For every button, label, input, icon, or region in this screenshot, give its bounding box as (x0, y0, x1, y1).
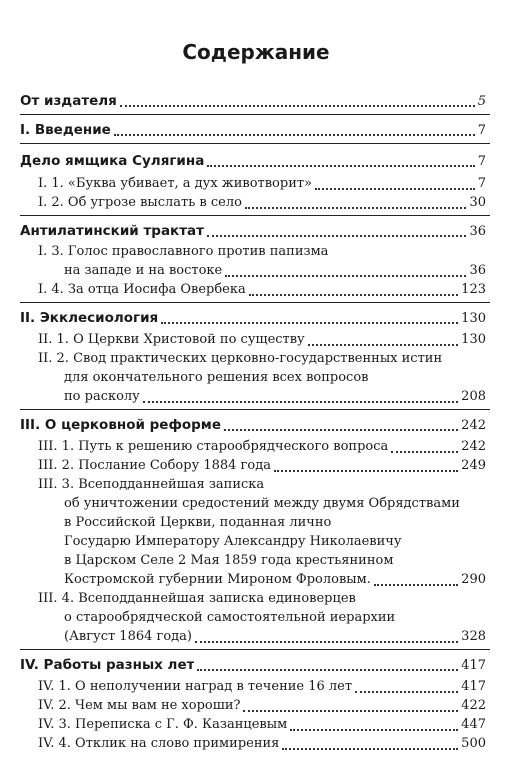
toc-subentry[interactable] (20, 438, 486, 456)
toc-entry-label: От издателя (20, 93, 117, 109)
dot-leader (290, 728, 458, 731)
toc-entry-label: Антилатинский трактат (20, 223, 204, 239)
toc-subentry[interactable] (20, 678, 486, 696)
toc-entry-intro[interactable] (20, 121, 486, 140)
toc-subentry-label: IV. 2. Чем мы вам не хороши? (38, 698, 241, 713)
toc-subentry-label: по расколу (64, 389, 140, 404)
toc-subentry-line: III. 4. Всеподданнейшая записка единоверцев (38, 591, 356, 606)
toc-subentry[interactable] (20, 262, 486, 280)
section-divider (20, 114, 490, 115)
toc-subentry-page: 36 (469, 263, 486, 278)
toc-subentry-label: III. 1. Путь к решению старообрядческого вопроса (38, 439, 389, 454)
dot-leader (224, 428, 458, 431)
dot-leader (315, 187, 475, 190)
toc-subentry[interactable] (20, 281, 486, 299)
dot-leader (355, 690, 458, 693)
dot-leader (374, 583, 458, 586)
toc-subentry-page: 130 (461, 332, 486, 347)
toc-subentry-page: 30 (469, 195, 486, 210)
dot-leader (391, 450, 458, 453)
toc-subentry-page: 417 (461, 679, 486, 694)
toc-subentry[interactable] (20, 716, 486, 734)
toc-subentry-line: I. 3. Голос православного против папизма (38, 244, 329, 259)
dot-leader (143, 400, 458, 403)
toc-entry-works[interactable] (20, 656, 486, 675)
dot-leader (161, 321, 458, 324)
toc-entry-page: 242 (461, 418, 486, 433)
toc-subentry-page: 249 (461, 458, 486, 473)
section-divider (20, 302, 490, 303)
toc-subentry-page: 447 (461, 717, 486, 732)
section-divider (20, 215, 490, 216)
toc-subentry[interactable] (20, 457, 486, 475)
toc-subentry-page: 422 (461, 698, 486, 713)
toc-subentry-line: III. 3. Всеподданнейшая записка (38, 477, 265, 492)
toc-entry-label: IV. Работы разных лет (20, 657, 195, 673)
dot-leader (225, 274, 466, 277)
toc-entry-page: 7 (477, 154, 486, 169)
toc-subentry-label: II. 1. О Церкви Христовой по существу (38, 332, 305, 347)
toc-subentry[interactable] (20, 388, 486, 406)
dot-leader (197, 668, 458, 671)
toc-entry-publisher[interactable] (20, 92, 486, 111)
toc-entry-antilatin[interactable] (20, 222, 486, 241)
toc-subentry[interactable] (20, 735, 486, 753)
section-divider (20, 143, 490, 144)
dot-leader (245, 206, 467, 209)
dot-leader (274, 469, 458, 472)
toc-subentry[interactable] (20, 175, 486, 193)
toc-subentry-label: III. 2. Послание Собору 1884 года (38, 458, 271, 473)
toc-subentry[interactable] (20, 628, 486, 646)
toc-subentry-page: 328 (461, 629, 486, 644)
toc-subentry-label: IV. 4. Отклик на слово примирения (38, 736, 280, 751)
toc-subentry-line: о старообрядческой самостоятельной иерархии (64, 610, 396, 625)
toc-subentry-label: I. 1. «Буква убивает, а дух животворит» (38, 176, 313, 191)
toc-subentry-line: для окончательного решения всех вопросов (64, 370, 369, 385)
toc-subentry-label: (Август 1864 года) (64, 629, 192, 644)
toc-subentry-line: II. 2. Свод практических церковно-государственных истин (38, 351, 443, 366)
toc-entry-page: 5 (477, 94, 486, 109)
toc-subentry-label: IV. 3. Переписка с Г. Ф. Казанцевым (38, 717, 288, 732)
dot-leader (308, 343, 458, 346)
dot-leader (114, 133, 475, 136)
toc-subentry-page: 290 (461, 572, 486, 587)
toc-subentry-line: в Российской Церкви, поданная лично (64, 515, 332, 530)
toc-entry-page: 417 (461, 658, 486, 673)
toc-entry-label: III. О церковной реформе (20, 417, 221, 433)
section-divider (20, 409, 490, 410)
toc-subentry[interactable] (20, 571, 486, 589)
dot-leader (207, 234, 466, 237)
toc-subentry-line: Государю Императору Александру Николаевичу (64, 534, 402, 549)
toc-subentry[interactable] (20, 331, 486, 349)
toc-subentry-label: I. 2. Об угрозе выслать в село (38, 195, 242, 210)
toc-subentry-label: на западе и на востоке (64, 263, 223, 278)
section-divider (20, 649, 490, 650)
dot-leader (195, 640, 458, 643)
dot-leader (243, 709, 458, 712)
dot-leader (282, 747, 458, 750)
toc-entry-page: 7 (477, 123, 486, 138)
toc-subentry-page: 500 (461, 736, 486, 751)
toc-subentry-line: об уничтожении средостений между двумя Обрядствами (64, 496, 460, 511)
toc-subentry-label: IV. 1. О неполучении наград в течение 16 лет (38, 679, 353, 694)
toc-title: Содержание (182, 40, 330, 64)
dot-leader (120, 104, 475, 107)
toc-subentry-label: Костромской губернии Мироном Фроловым. (64, 572, 371, 587)
toc-subentry-page: 123 (461, 282, 486, 297)
toc-entry-sulyagin[interactable] (20, 152, 486, 171)
toc-subentry[interactable] (20, 194, 486, 212)
toc-subentry-label: I. 4. За отца Иосифа Овербека (38, 282, 246, 297)
toc-subentry-line: в Царском Селе 2 Мая 1859 года крестьянином (64, 553, 394, 568)
toc-entry-label: I. Введение (20, 122, 111, 138)
dot-leader (249, 293, 458, 296)
dot-leader (207, 164, 474, 167)
toc-subentry-page: 208 (461, 389, 486, 404)
toc-entry-page: 36 (469, 224, 486, 239)
toc-subentry-page: 7 (477, 176, 486, 191)
toc-entry-label: II. Экклесиология (20, 310, 159, 326)
toc-entry-page: 130 (461, 311, 486, 326)
toc-subentry[interactable] (20, 697, 486, 715)
toc-entry-ecclesiology[interactable] (20, 309, 486, 328)
toc-subentry-page: 242 (461, 439, 486, 454)
toc-entry-label: Дело ямщика Сулягина (20, 153, 205, 169)
toc-entry-reform[interactable] (20, 416, 486, 435)
